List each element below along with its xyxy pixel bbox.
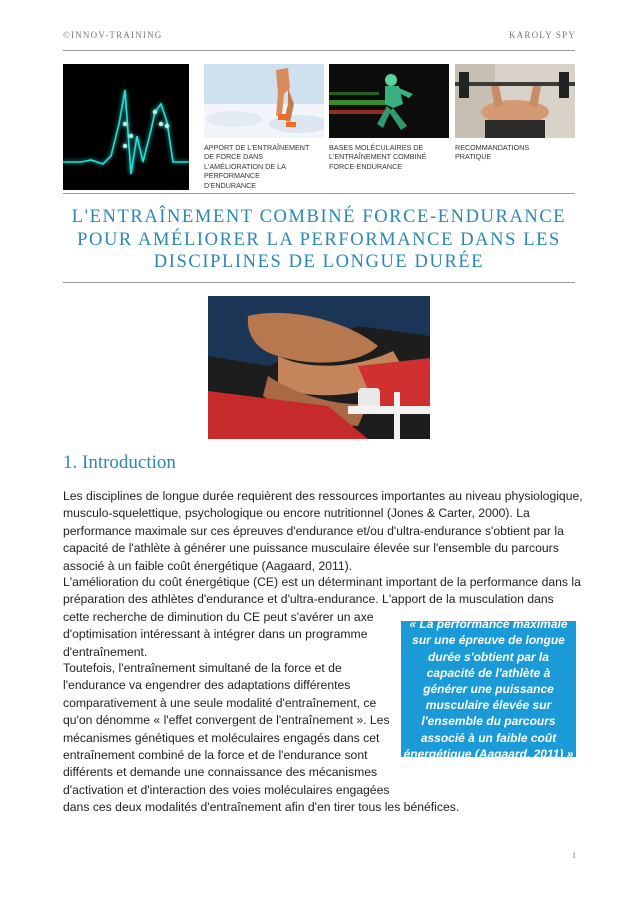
running-anatomy-image	[329, 64, 449, 138]
bench-press-image	[455, 64, 575, 138]
header-divider	[63, 50, 575, 51]
thumbnail-caption-2: BASES MOLÉCULAIRES DE L'ENTRAÎNEMENT COMBINÉ FORCE-ENDURANCE	[329, 143, 427, 171]
paragraph-2: L'amélioration du coût énergétique (CE) est un déterminant important de la performance dans la préparation des athlètes d'endurance et d'ultra-endurance. L'apport de la musculation dans cette recherche de diminution du CE peut s'avérer un axe d'optimisation intéressant à intégrer dans un programme d'entraînement.	[63, 575, 581, 659]
thumbnail-divider	[63, 193, 575, 194]
paragraph-1: Les disciplines de longue durée requièrent des ressources importantes au niveau physiologique, musculo-squelettique, psychologique ou encore nutritionnel (Jones & Carter, 2000). La performance maximale sur ces épreuves d'endurance et/ou d'ultra-endurance s'obtient par la capacité de l'athlète à générer une puissance musculaire élevée sur l'ensemble du parcours associé à un faible coût énergétique (Aagaard, 2011).	[63, 489, 583, 573]
leg-exercise-image	[208, 296, 430, 439]
page-number: 1	[572, 851, 576, 860]
paragraph-3: Toutefois, l'entraînement simultané de la force et de l'endurance va engendrer des adaptations différentes comparativement à une seule modalité d'entraînement, ce qu'on dénomme « l'effet convergent de l'entraînement ». Les mécanismes génétiques et moléculaires engagés dans cet entraînement combiné de la force et de l'endurance sont différents et demande une connaissance des mécanismes d'activation et d'interaction des voies moléculaires engagées dans ces deux modalités d'entraînement afin d'en tirer tous les bénéfices.	[63, 661, 460, 815]
document-title: L'ENTRAÎNEMENT COMBINÉ FORCE-ENDURANCE POUR AMÉLIORER LA PERFORMANCE DANS LES DISCIPLINES DE LONGUE DURÉE	[71, 207, 567, 272]
pull-quote: « La performance maximale sur une épreuve de longue durée s'obtient par la capacité de l'athlète à générer une puissance musculaire élevée sur l'ensemble du parcours associé à un faible coût énergétique (Aagaard, 2011) »	[401, 621, 576, 757]
header-brand: ©INNOV-TRAINING	[63, 30, 163, 40]
thumbnail-caption-1: APPORT DE L'ENTRAÎNEMENT DE FORCE DANS L'AMÉLIORATION DE LA PERFORMANCE D'ENDURANCE	[204, 143, 310, 190]
ecg-heartbeat-image	[63, 64, 189, 190]
section-heading: 1. Introduction	[63, 452, 176, 473]
title-divider	[63, 282, 575, 283]
thumbnail-caption-3: RECOMMANDATIONS PRATIQUE	[455, 143, 530, 162]
snow-runner-image	[204, 64, 324, 138]
header-author: KAROLY SPY	[508, 30, 576, 40]
